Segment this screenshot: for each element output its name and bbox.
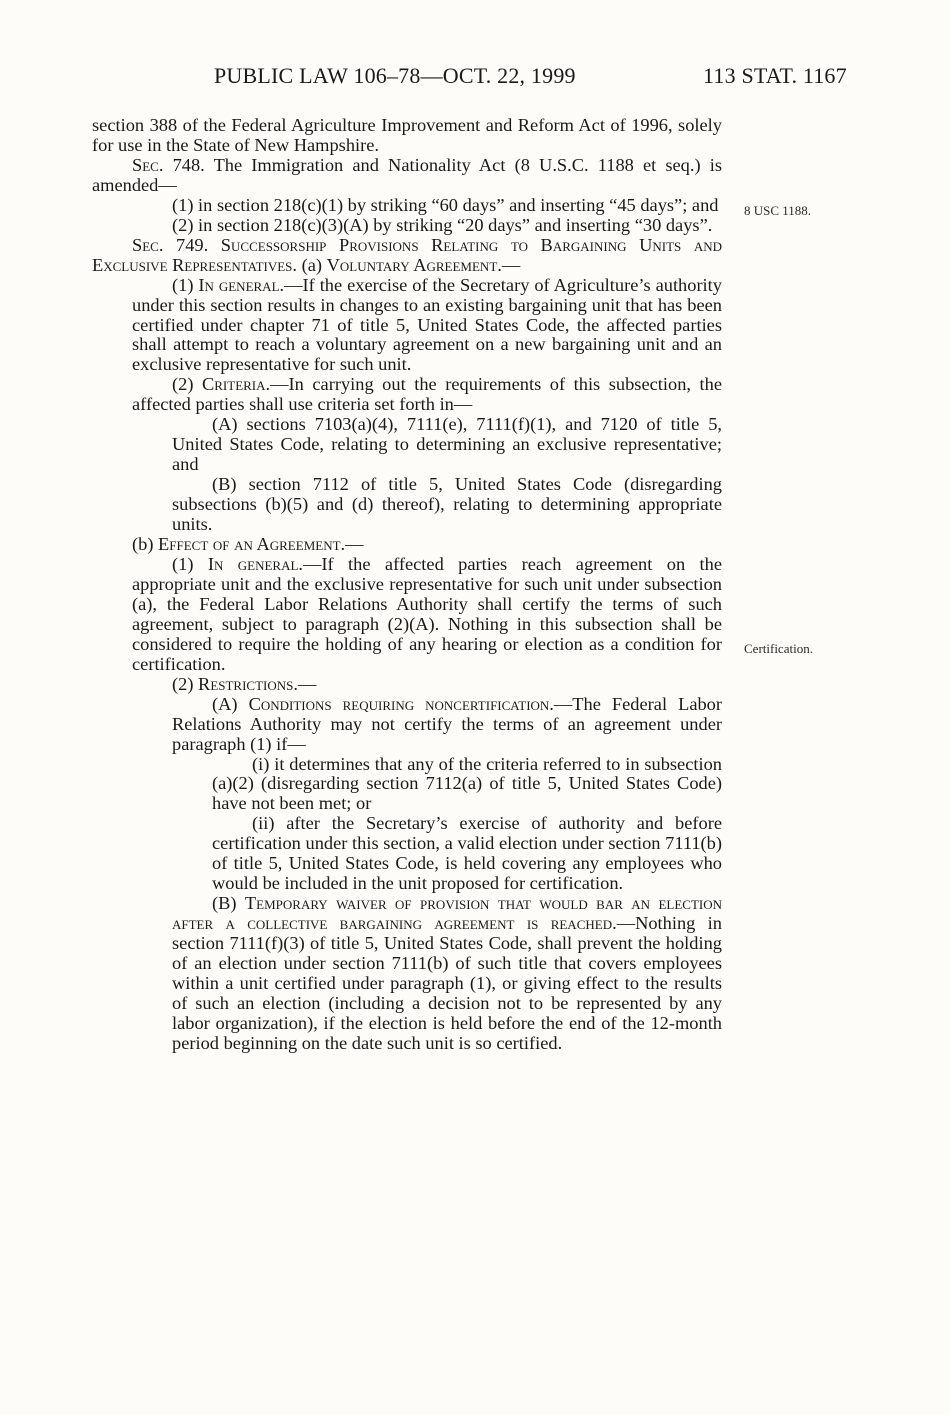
subsection-b-title: Effect of an Agreement. [158,534,346,555]
subparagraph-b2B-prefix: (B) [212,893,245,914]
clause-b2A-ii: (ii) after the Secretary’s exercise of authority and before certification under this section, a valid election under section 7111(b) of title 5, United States Code, is held covering any employees who would be included in the unit proposed for certification. [212,813,722,894]
paragraph-a1 [132,276,722,376]
paragraph-b1-prefix: (1) [172,553,208,574]
paragraph-a2-prefix: (2) [172,374,202,395]
paragraph-a2-A: (A) sections 7103(a)(4), 7111(e), 7111(f)(1), and 7120 of title 5, United States Code, relating to determining an exclusive representative; and [172,414,722,475]
margin-note-usc: 8 USC 1188. [744,203,812,218]
subparagraph-b2B-body: —Nothing in section 7111(f)(3) of title 5, United States Code, shall prevent the holding of an election under section 7111(b) of such title that covers employees within a unit certified under paragraph (1), or giving effect to the results of such an election (including a decision not to be represented by any labor organization), if the election is held before the end of the 12-month period beginning on the date such unit is so certified. [172,913,722,1053]
subsection-b-prefix: (b) [132,534,159,555]
paragraph-b1-body: —If the affected parties reach agreement on the appropriate unit and the exclusive representative for such unit under subsection (a), the Federal Labor Relations Authority shall certify the terms of such agreement, subject to paragraph (2)(A). Nothing in this subsection shall be considered to require the holding of any hearing or election as a condition for certification. [132,553,722,674]
section-748-item-2: (2) in section 218(c)(3)(A) by striking “20 days” and inserting “30 days”. [172,214,713,235]
paragraph-a1-body: —If the exercise of the Secretary of Agriculture’s authority under this section results in changes to an existing bargaining unit that has been certified under chapter 71 of title 5, United States Code, the affected parties shall attempt to reach a voluntary agreement on a new bargaining unit and an exclusive representative for such unit. [132,274,722,375]
section-748-label: Sec. 748. [132,154,205,175]
paragraph-a2-body: —In carrying out the requirements of this subsection, the affected parties shall use criteria set forth in— [132,374,722,415]
header-stat-citation: 113 STAT. 1167 [703,63,847,88]
paragraph-a2-B: (B) section 7112 of title 5, United States Code (disregarding subsections (b)(5) and (d) thereof), relating to determining appropriate units. [172,474,722,535]
paragraph-a2-heading: Criteria. [201,374,271,395]
paragraph-b1 [132,555,722,675]
section-748 [92,156,722,196]
paragraph-a1-heading: In general. [198,274,285,295]
section-748-body: The Immigration and Nationality Act (8 U.S.C. 1188 et seq.) is amended— [92,154,722,195]
page-header [0,63,950,93]
continuation-paragraph: section 388 of the Federal Agriculture Improvement and Reform Act of 1996, solely for use in the State of New Hampshire. [92,115,722,155]
subparagraph-b2B-heading: Temporary waiver of provision that would bar an election after a collective bargaining agreement is reached. [172,893,722,934]
section-749-label: Sec. 749. Successorship Provisions Relating to Bargaining Units and Exclusive Representatives. [92,234,722,275]
paragraph-b2-dash: — [297,673,317,694]
subparagraph-b2A-prefix: (A) [212,693,249,714]
subsection-a-dash: — [501,254,521,275]
margin-note-certification: Certification. [744,641,813,656]
subsection-a-heading: Voluntary Agreement. [326,254,502,275]
paragraph-b1-heading: In general. [207,553,304,574]
section-749-heading [92,236,722,276]
paragraph-b2-heading: Restrictions. [198,673,298,694]
subsection-b-heading [132,535,722,555]
header-title: PUBLIC LAW 106–78—OCT. 22, 1999 [214,63,576,88]
paragraph-a2 [132,375,722,415]
subparagraph-b2A-heading: Conditions requiring noncertification. [248,693,554,714]
subparagraph-b2A [172,695,722,755]
paragraph-b2 [132,675,722,695]
clause-b2A-i: (i) it determines that any of the criteria referred to in subsection (a)(2) (disregarding section 7112(a) of title 5, United States Code) have not been met; or [212,753,722,814]
subparagraph-b2B [172,894,722,1054]
section-748-item-1: (1) in section 218(c)(1) by striking “60 days” and inserting “45 days”; and [172,194,719,215]
subparagraph-b2A-body: —The Federal Labor Relations Authority may not certify the terms of an agreement under paragraph (1) if— [172,693,722,754]
paragraph-a1-prefix: (1) [172,274,199,295]
subsection-a-prefix: (a) [297,254,327,275]
paragraph-b2-prefix: (2) [172,673,199,694]
subsection-b-dash: — [345,534,364,555]
document-body [92,116,722,1054]
